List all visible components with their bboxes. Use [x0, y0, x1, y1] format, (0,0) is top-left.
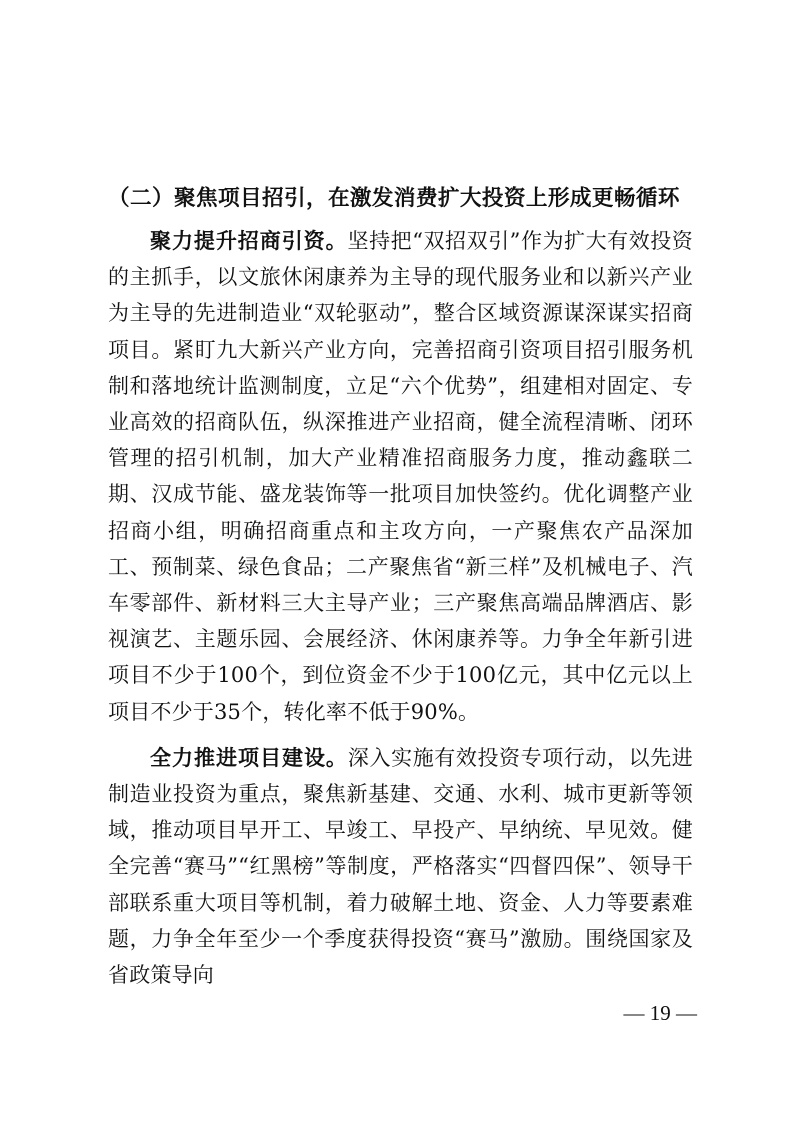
paragraph-project-construction	[108, 740, 693, 993]
paragraph-text: 深入实施有效投资专项行动，以先进制造业投资为重点，聚焦新基建、交通、水利、城市更新等领域，推动项目早开工、早竣工、早投产、早纳统、早见效。健全完善“赛马”“红黑榜”等制度，严格落实“四督四保”、领导干部联系重大项目等机制，着力破解土地、资金、人力等要素难题，力争全年至少一个季度获得投资“赛马”激励。围绕国家及省政策导向	[108, 745, 693, 988]
paragraph-lead: 全力推进项目建设。	[150, 745, 348, 770]
page-number: — 19 —	[623, 1001, 697, 1025]
section-heading: （二）聚焦项目招引，在激发消费扩大投资上形成更畅循环	[108, 186, 680, 211]
document-body	[108, 223, 693, 1003]
paragraph-lead: 聚力提升招商引资。	[150, 229, 348, 253]
paragraph-text: 坚持把“双招双引”作为扩大有效投资的主抓手，以文旅休闲康养为主导的现代服务业和以新兴产业为主导的先进制造业“双轮驱动”，整合区域资源谋深谋实招商项目。紧盯九大新兴产业方向，完善招商引资项目招引服务机制和落地统计监测制度，立足“六个优势”，组建相对固定、专业高效的招商队伍，纵深推进产业招商，健全流程清晰、闭环管理的招引机制，加大产业精准招商服务力度，推动鑫联二期、汉成节能、盛龙装饰等一批项目加快签约。优化调整产业招商小组，明确招商重点和主攻方向，一产聚焦农产品深加工、预制菜、绿色食品；二产聚焦省“新三样”及机械电子、汽车零部件、新材料三大主导产业；三产聚焦高端品牌酒店、影视演艺、主题乐园、会展经济、休闲康养等。力争全年新引进项目不少于100个，到位资金不少于100亿元，其中亿元以上项目不少于35个，转化率不低于90%。	[108, 229, 693, 724]
paragraph-investment-promotion	[108, 223, 693, 730]
